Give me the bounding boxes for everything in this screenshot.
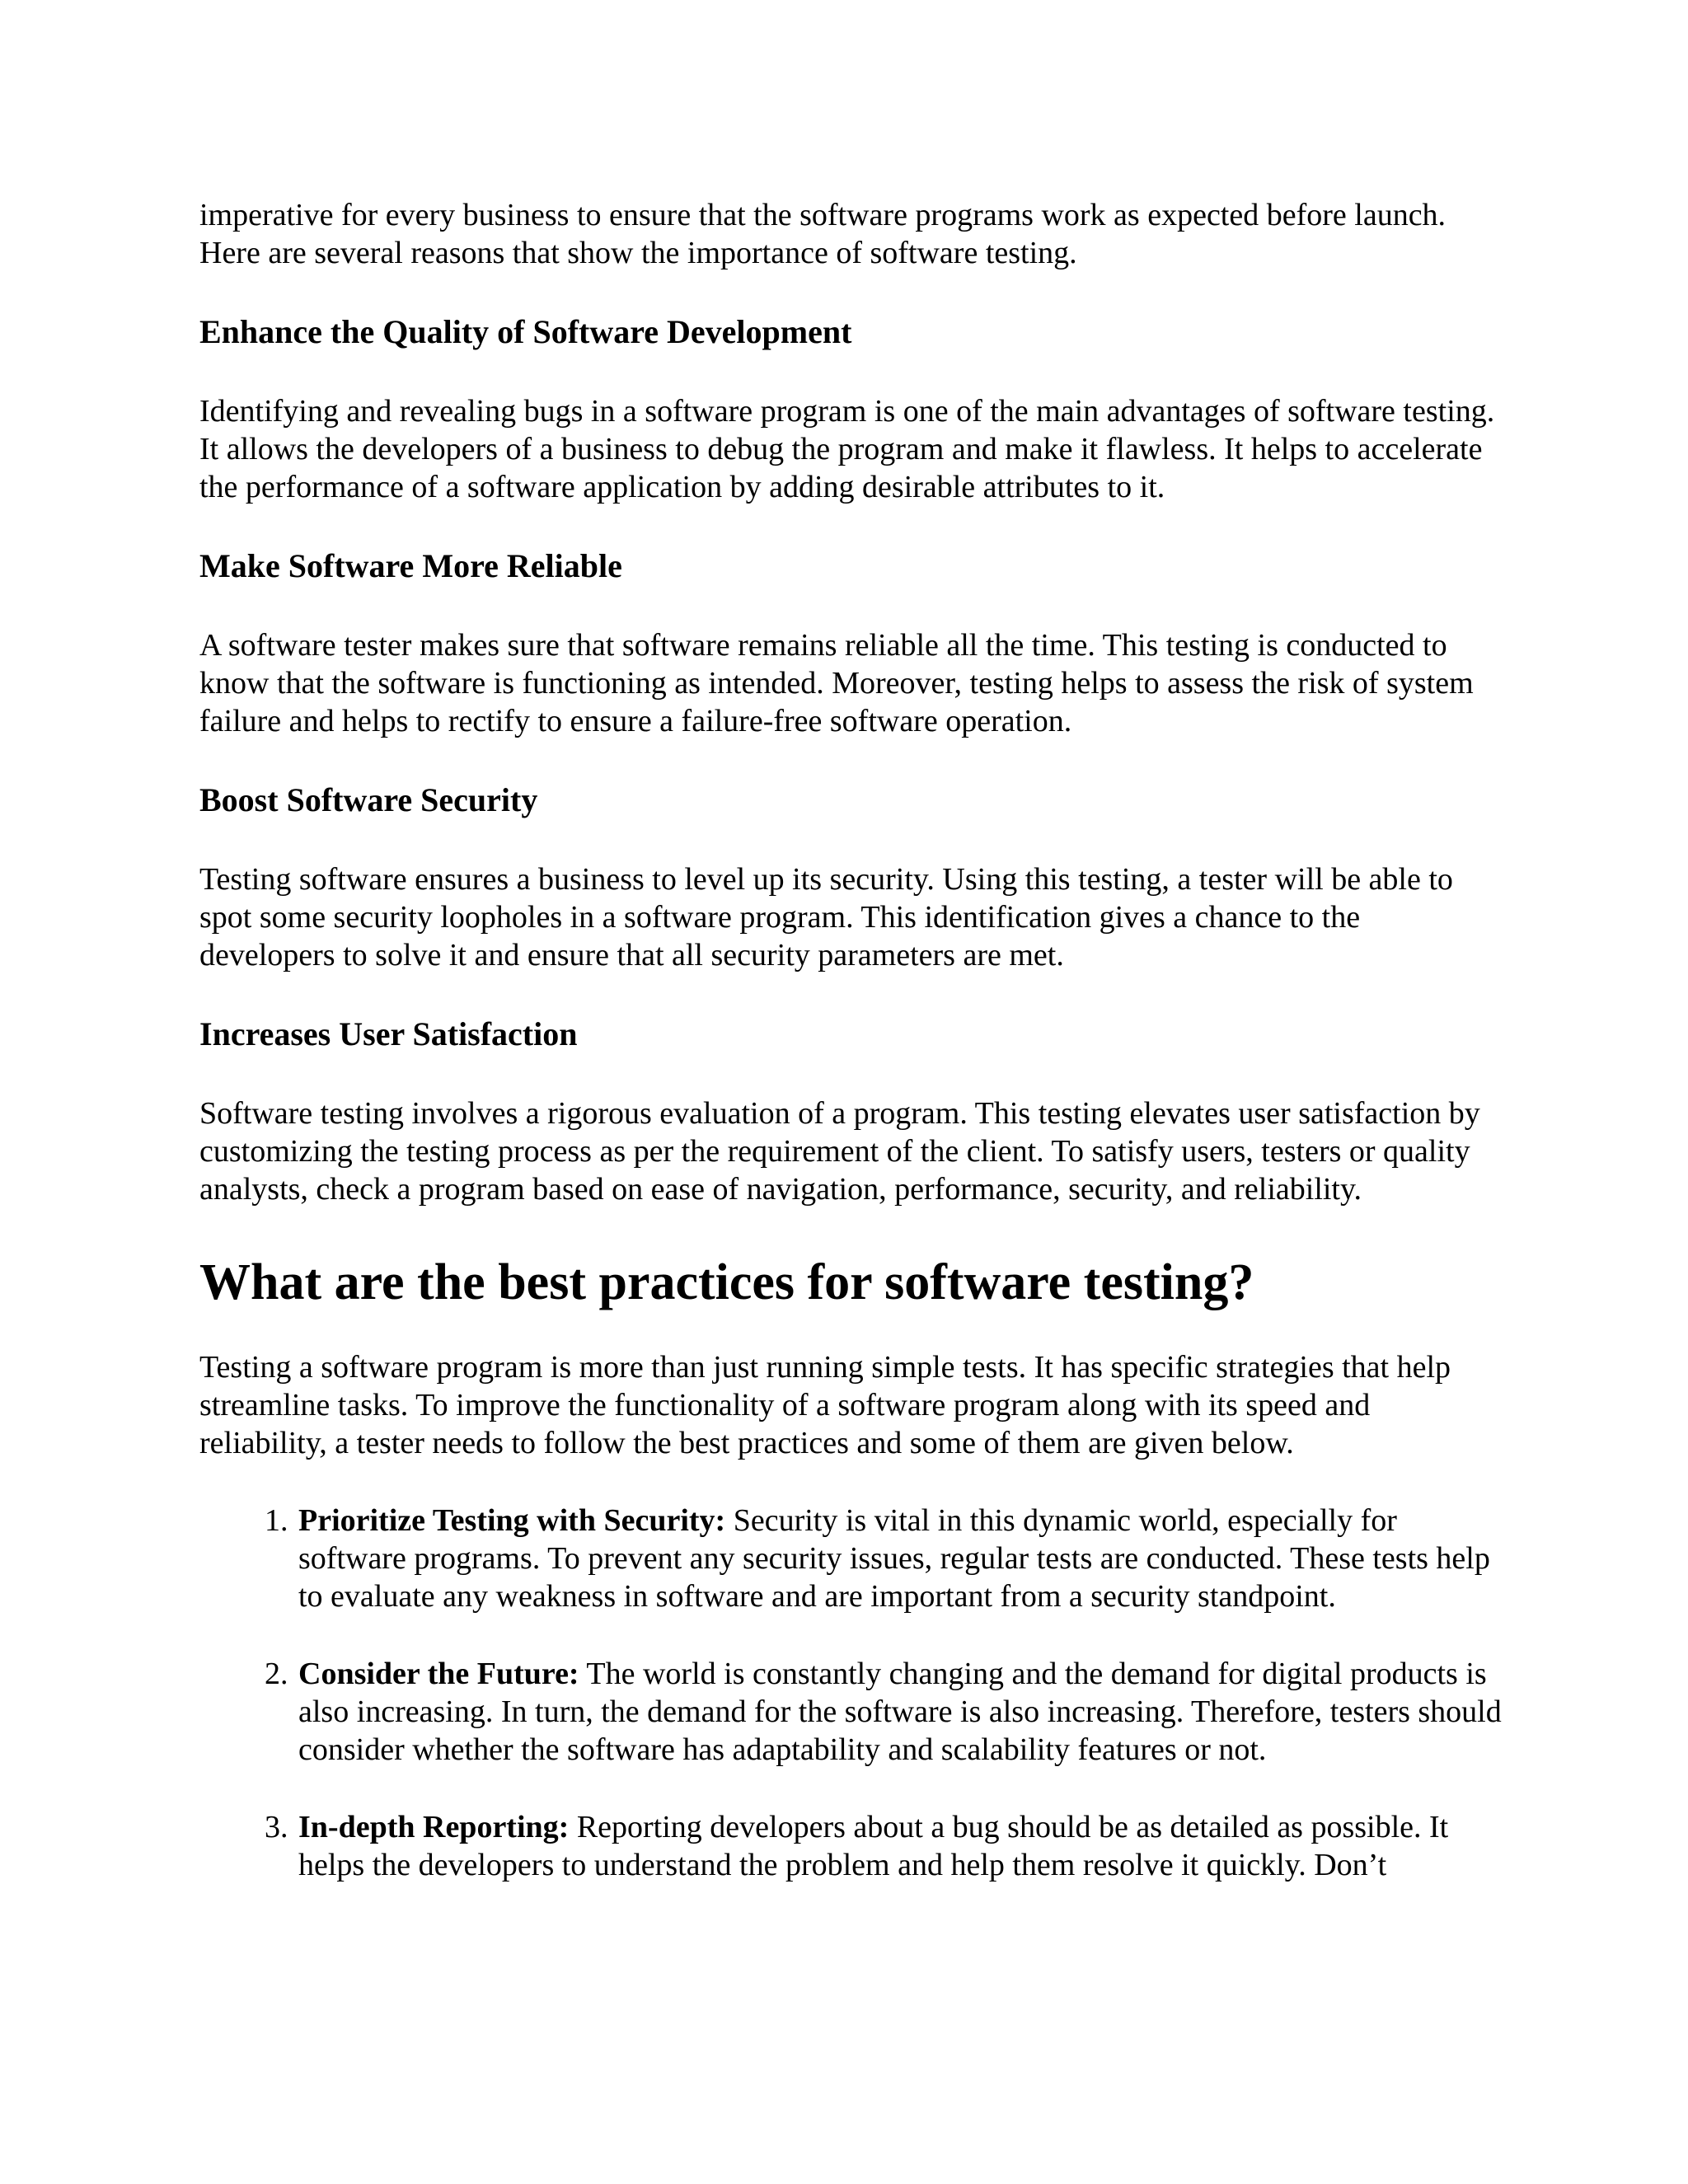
list-item-title: Prioritize Testing with Security: [298,1503,726,1538]
list-item [296,1655,1502,1769]
section-body-quality: Identifying and revealing bugs in a software program is one of the main advantages of software testing. It allows the developers of a business to debug the program and make it flawless. It helps to accelerate the performance of a software application by adding desirable attributes to it. [199,394,1495,504]
document-page [199,196,1502,1924]
best-practices-list [199,1502,1502,1884]
list-item-text: Security is vital in this dynamic world, especially for software programs. To prevent any security issues, regular tests are conducted. These tests help to evaluate any weakness in software and are important from a security standpoint. [298,1503,1490,1614]
list-item-title: Consider the Future: [298,1657,579,1691]
list-item-title: In-depth Reporting: [298,1810,570,1844]
list-item [296,1808,1502,1884]
section-heading-satisfaction: Increases User Satisfaction [199,1015,578,1052]
section-body-security: Testing software ensures a business to level up its security. Using this testing, a tester will be able to spot some security loopholes in a software program. This identification gives a chance to the developers to solve it and ensure that all security parameters are met. [199,862,1453,972]
section-body-satisfaction: Software testing involves a rigorous evaluation of a program. This testing elevates user satisfaction by customizing the testing process as per the requirement of the client. To satisfy users, testers or quality analysts, check a program based on ease of navigation, performance, security, and reliability. [199,1096,1480,1207]
list-item-text: Reporting developers about a bug should be as detailed as possible. It helps the developers to understand the problem and help them resolve it quickly. Don’t [298,1810,1449,1882]
section-heading-reliable: Make Software More Reliable [199,547,622,584]
best-practices-intro: Testing a software program is more than just running simple tests. It has specific strategies that help streamline tasks. To improve the functionality of a software program along with its speed and reliability, a tester needs to follow the best practices and some of them are given below. [199,1350,1451,1460]
list-item-text: The world is constantly changing and the demand for digital products is also increasing. In turn, the demand for the software is also increasing. Therefore, testers should consider whether the software has adaptability and scalability features or not. [298,1657,1502,1767]
section-heading-security: Boost Software Security [199,781,538,818]
intro-paragraph: imperative for every business to ensure that the software programs work as expected before launch. Here are several reasons that show the importance of software testing. [199,198,1447,270]
section-heading-quality: Enhance the Quality of Software Development [199,313,852,350]
list-item [296,1502,1502,1615]
best-practices-heading: What are the best practices for software testing? [199,1254,1254,1310]
section-body-reliable: A software tester makes sure that software remains reliable all the time. This testing is conducted to know that the software is functioning as intended. Moreover, testing helps to assess the risk of system failure and helps to rectify to ensure a failure-free software operation. [199,628,1474,738]
